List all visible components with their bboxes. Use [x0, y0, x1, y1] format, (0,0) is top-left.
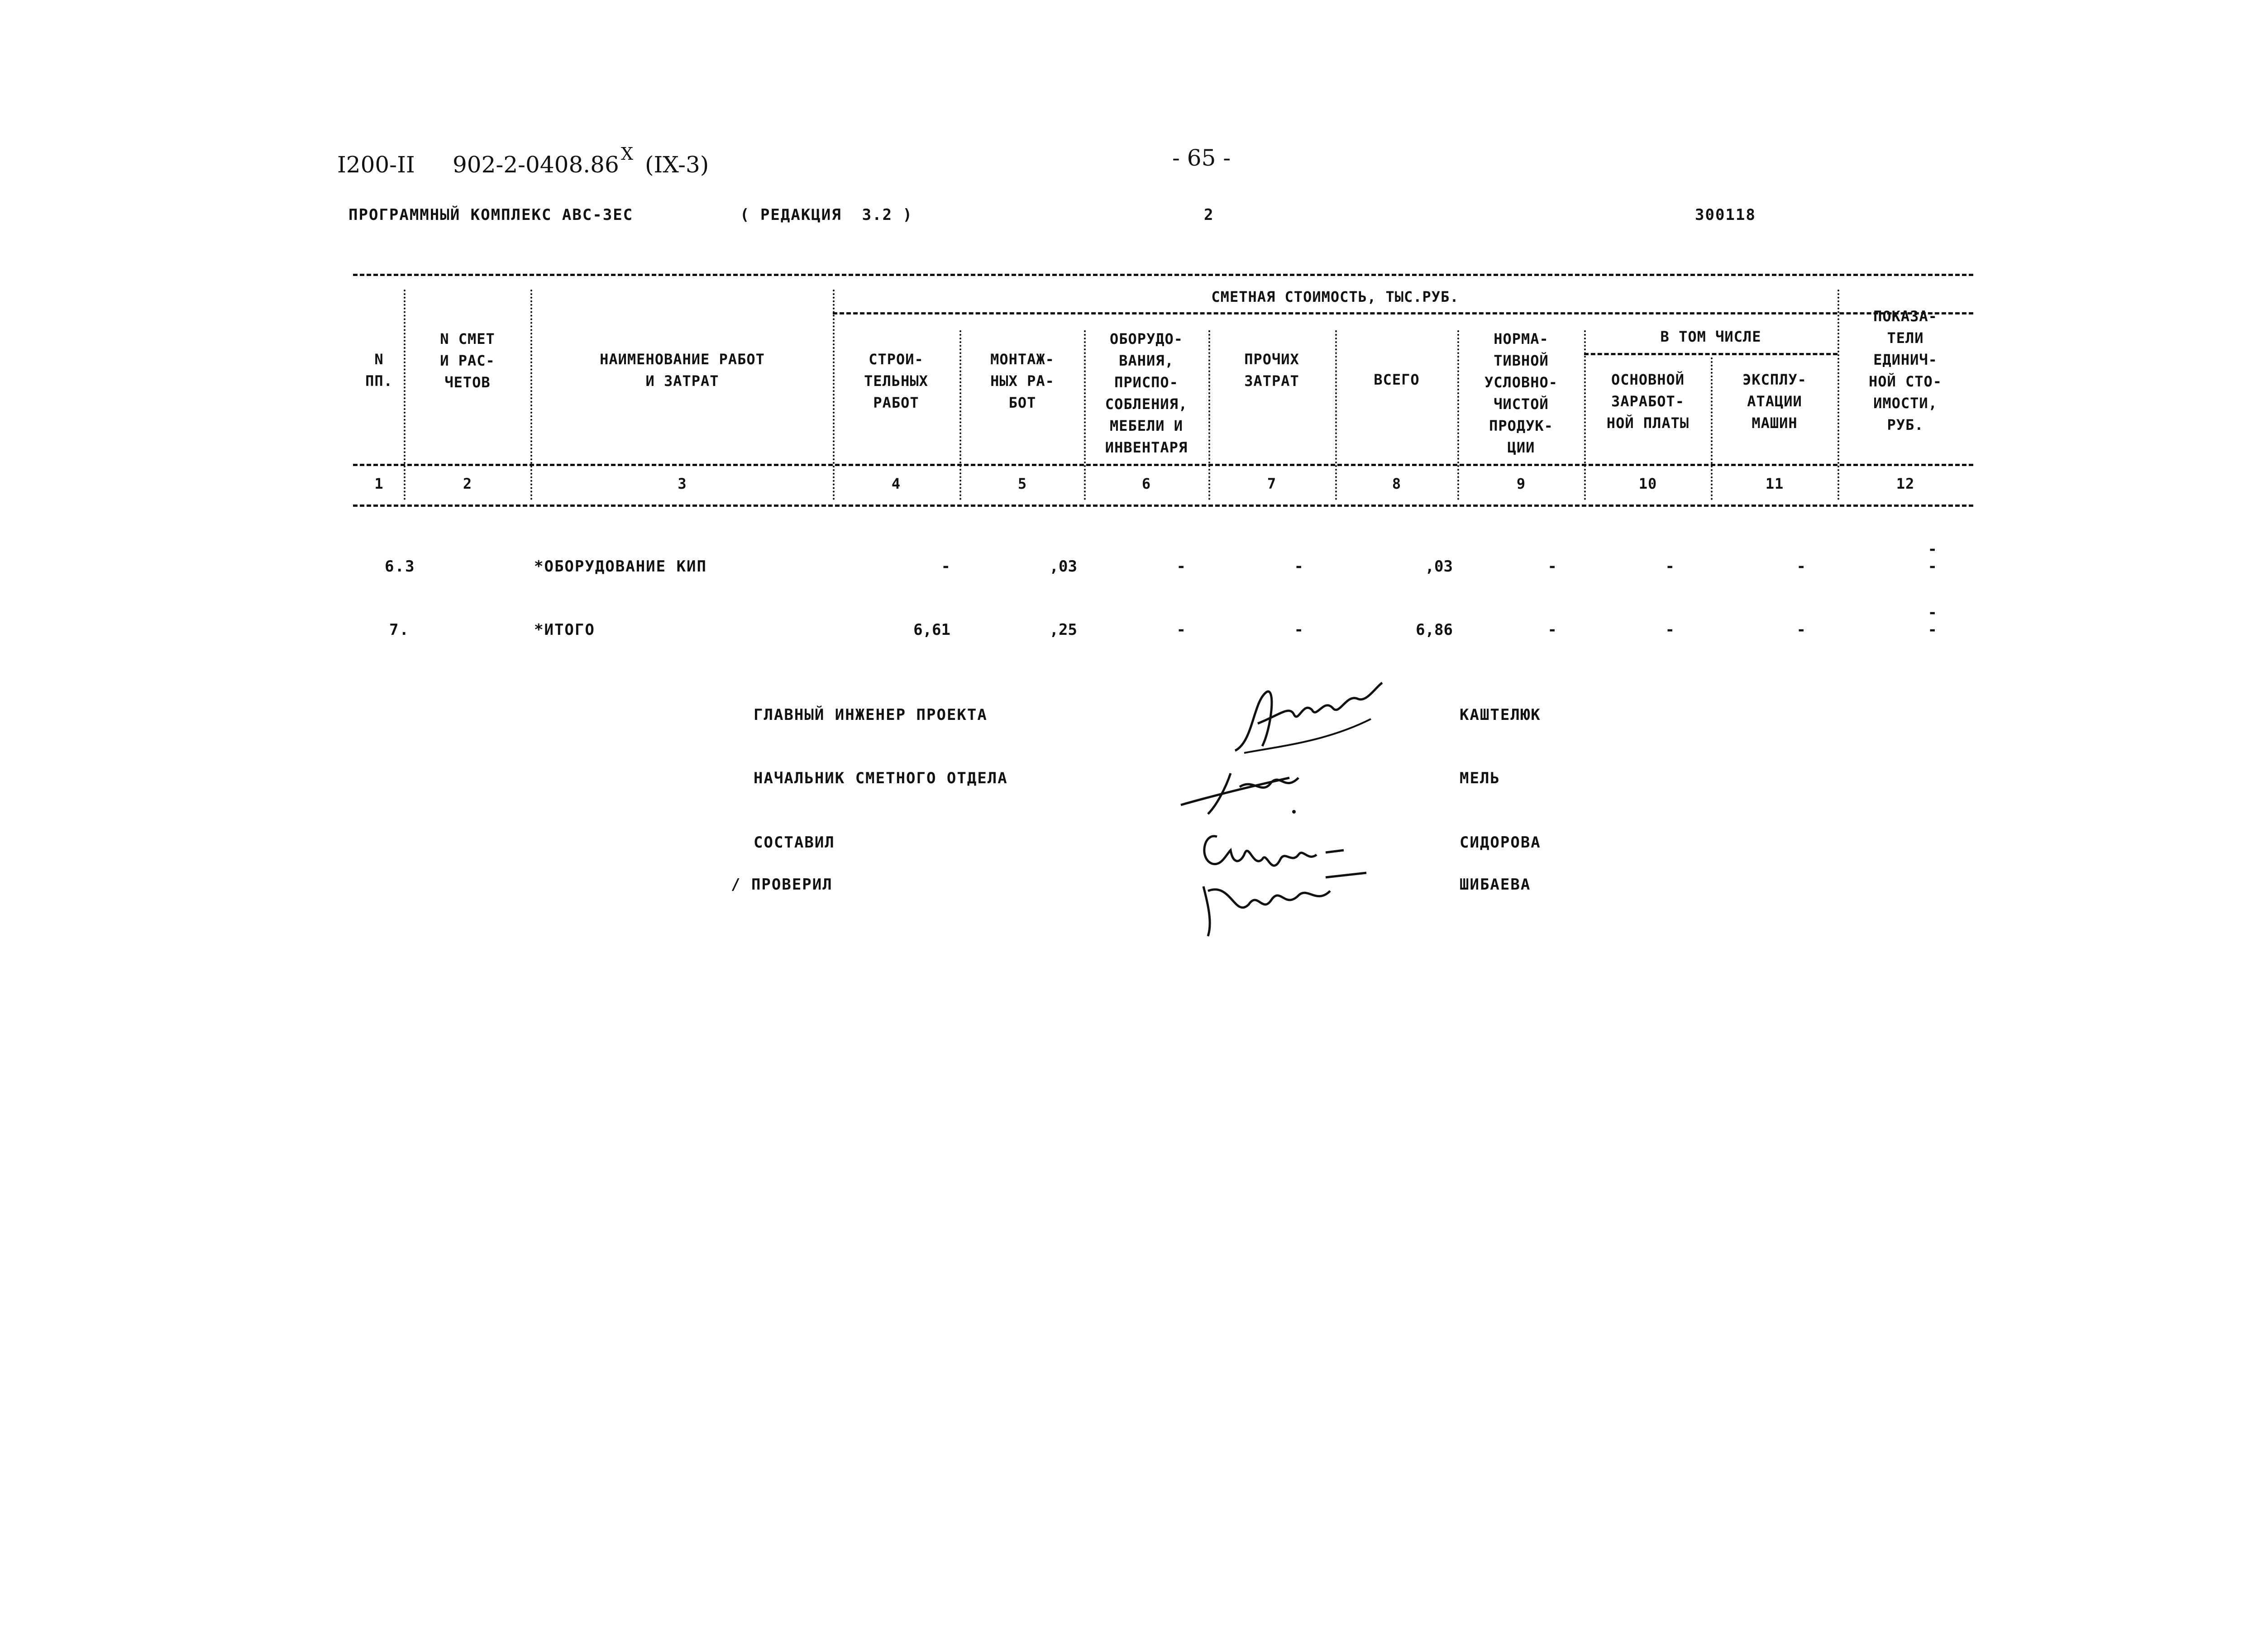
handwritten-signature — [1168, 751, 1321, 820]
col-header-2: N СМЕТ И РАС- ЧЕТОВ — [440, 330, 495, 391]
row-value-7: - — [1294, 621, 1303, 639]
col-number: 10 — [1638, 475, 1657, 492]
col-header-6: ОБОРУДО- ВАНИЯ, ПРИСПО- СОБЛЕНИЯ, МЕБЕЛИ И ИНВЕНТАРЯ — [1105, 330, 1188, 456]
row-value-12: - - — [1928, 540, 1937, 576]
column-separator — [1838, 290, 1839, 500]
col-header-3: НАИМЕНОВАНИЕ РАБОТ И ЗАТРАТ — [600, 351, 765, 390]
row-number: 6.3 — [385, 557, 415, 576]
col-header-5: МОНТАЖ- НЫХ РА- БОТ — [990, 351, 1055, 411]
col-header-10: ОСНОВНОЙ ЗАРАБОТ- НОЙ ПЛАТЫ — [1606, 371, 1690, 432]
row-value-11: - — [1796, 557, 1806, 576]
row-value-12: - - — [1928, 604, 1937, 639]
col-header-12: ПОКАЗА- ТЕЛИ ЕДИНИЧ- НОЙ СТО- ИМОСТИ, РУБ. — [1868, 308, 1943, 433]
table-top-rule — [353, 274, 1973, 276]
col-header-1: N ПП. — [365, 351, 393, 390]
row-value-11: - — [1796, 621, 1806, 639]
handwritten-signature — [1217, 665, 1389, 762]
row-value-7: - — [1294, 557, 1303, 576]
column-separator — [530, 290, 532, 500]
subgroup-rule — [1584, 353, 1838, 355]
row-value-10: - — [1665, 621, 1675, 639]
signature-name: МЕЛЬ — [1460, 769, 1500, 787]
signature-role: ГЛАВНЫЙ ИНЖЕНЕР ПРОЕКТА — [754, 706, 988, 724]
row-value-5: ,03 — [1049, 557, 1077, 576]
signature-role: СОСТАВИЛ — [754, 833, 835, 852]
row-value-10: - — [1665, 557, 1675, 576]
col-header-11: ЭКСПЛУ- АТАЦИИ МАШИН — [1742, 371, 1807, 432]
col-number: 4 — [891, 475, 901, 492]
row-name: *ИТОГО — [534, 621, 595, 639]
col-number: 12 — [1896, 475, 1915, 492]
column-separator — [404, 290, 406, 500]
row-value-4: 6,61 — [913, 621, 950, 639]
row-value-6: - — [1176, 557, 1186, 576]
row-value-9: - — [1547, 557, 1557, 576]
group-rule — [833, 312, 1973, 314]
column-separator — [1208, 330, 1210, 500]
table-header-rule — [353, 464, 1973, 466]
group-header: СМЕТНАЯ СТОИМОСТЬ, ТЫС.РУБ. — [1211, 288, 1459, 305]
col-number: 6 — [1141, 475, 1151, 492]
sheet-number: 2 — [1204, 206, 1214, 224]
col-number: 5 — [1017, 475, 1027, 492]
row-value-4: - — [941, 557, 950, 576]
col-number: 2 — [463, 475, 473, 492]
page-number: - 65 - — [1172, 145, 1231, 171]
signature-role: НАЧАЛЬНИК СМЕТНОГО ОТДЕЛА — [754, 769, 1008, 787]
col-number: 11 — [1765, 475, 1784, 492]
row-name: *ОБОРУДОВАНИЕ КИП — [534, 557, 707, 576]
doc-section: (IX-3) — [645, 152, 709, 178]
column-separator — [1584, 330, 1586, 500]
handwritten-signature — [1186, 814, 1384, 943]
program-name: ПРОГРАММНЫЙ КОМПЛЕКС АВС-ЗЕС — [348, 206, 634, 224]
row-value-6: - — [1176, 621, 1186, 639]
row-number: 7. — [389, 621, 410, 639]
row-value-8: ,03 — [1425, 557, 1453, 576]
col-number: 8 — [1392, 475, 1402, 492]
doc-number-superscript: X — [621, 144, 634, 164]
row-value-8: 6,86 — [1416, 621, 1453, 639]
col-header-7: ПРОЧИХ ЗАТРАТ — [1244, 351, 1299, 390]
signature-name: СИДОРОВА — [1460, 833, 1541, 852]
signature-role: / ПРОВЕРИЛ — [731, 876, 833, 894]
col-number: 3 — [678, 475, 687, 492]
column-separator — [1335, 330, 1337, 500]
signature-name: КАШТЕЛЮК — [1460, 706, 1541, 724]
col-number: 7 — [1267, 475, 1277, 492]
table-numbers-rule — [353, 505, 1973, 507]
edition: ( РЕДАКЦИЯ 3.2 ) — [740, 206, 913, 224]
doc-number: 902-2-0408.86 — [453, 152, 619, 178]
row-value-9: - — [1547, 621, 1557, 639]
column-separator — [1457, 330, 1459, 500]
col-number: 9 — [1516, 475, 1526, 492]
row-value-5: ,25 — [1049, 621, 1077, 639]
doc-code: I200-II — [337, 152, 415, 178]
column-separator — [959, 330, 961, 500]
column-separator — [833, 290, 835, 500]
signature-name: ШИБАЕВА — [1460, 876, 1531, 894]
col-header-9: НОРМА- ТИВНОЙ УСЛОВНО- ЧИСТОЙ ПРОДУК- ЦИИ — [1484, 330, 1558, 456]
document-id: 300118 — [1695, 206, 1756, 224]
col-header-8: ВСЕГО — [1374, 371, 1420, 388]
column-separator — [1711, 357, 1713, 500]
subgroup-header: В ТОМ ЧИСЛЕ — [1660, 328, 1761, 345]
col-number: 1 — [374, 475, 384, 492]
col-header-4: СТРОИ- ТЕЛЬНЫХ РАБОТ — [864, 351, 928, 411]
